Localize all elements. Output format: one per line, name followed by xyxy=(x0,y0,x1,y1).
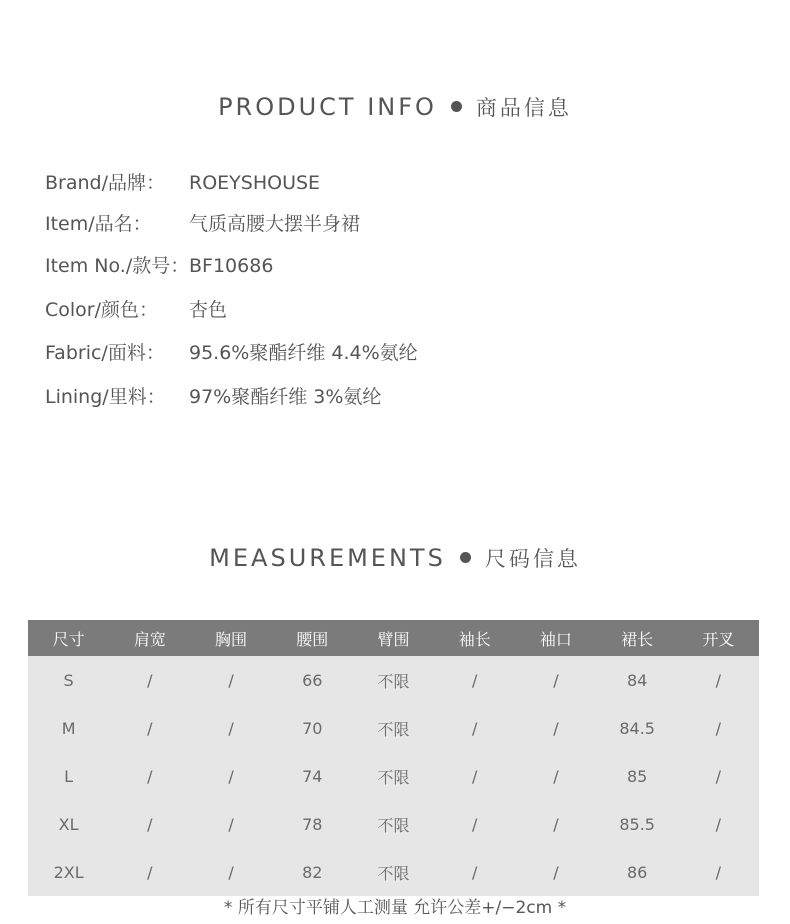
table-cell: / xyxy=(434,800,515,848)
header-cell: 裙长 xyxy=(597,620,678,656)
table-cell: 82 xyxy=(272,848,353,896)
table-cell: 85 xyxy=(597,752,678,800)
info-value: 95.6%聚酯纤维 4.4%氨纶 xyxy=(189,342,418,364)
table-cell: / xyxy=(109,848,190,896)
table-cell: / xyxy=(678,752,759,800)
table-row xyxy=(28,752,759,800)
table-cell: 不限 xyxy=(353,704,434,752)
table-cell: M xyxy=(28,704,109,752)
table-cell: / xyxy=(190,656,271,704)
info-label: Color/颜色： xyxy=(45,299,159,321)
table-cell: / xyxy=(434,656,515,704)
table-cell: / xyxy=(515,704,596,752)
product-info-title xyxy=(0,92,790,122)
table-cell: / xyxy=(515,656,596,704)
table-cell: / xyxy=(190,704,271,752)
info-row-lining xyxy=(45,382,381,409)
info-row-brand xyxy=(45,168,320,195)
table-cell: / xyxy=(678,656,759,704)
measurements-title-zh: 尺码信息 xyxy=(484,547,581,571)
table-cell: / xyxy=(190,800,271,848)
table-cell: S xyxy=(28,656,109,704)
info-value: 杏色 xyxy=(189,299,228,321)
info-value: BF10686 xyxy=(189,255,274,277)
size-table xyxy=(28,620,759,896)
table-row xyxy=(28,800,759,848)
info-label: Item/品名： xyxy=(45,213,152,235)
table-cell: / xyxy=(434,752,515,800)
product-info-title-zh: 商品信息 xyxy=(475,96,572,120)
info-label: Fabric/面料： xyxy=(45,342,165,364)
table-cell: / xyxy=(434,704,515,752)
table-cell: / xyxy=(434,848,515,896)
table-cell: / xyxy=(190,848,271,896)
tolerance-note: * 所有尺寸平铺人工测量 允许公差+/−2cm * xyxy=(223,898,567,918)
product-info-title-en: PRODUCT INFO xyxy=(218,93,437,121)
measurements-title xyxy=(0,543,790,573)
table-cell: 70 xyxy=(272,704,353,752)
info-value: 气质高腰大摆半身裙 xyxy=(189,213,361,235)
info-label: Lining/里料： xyxy=(45,386,166,408)
table-cell: / xyxy=(109,752,190,800)
table-cell: / xyxy=(515,752,596,800)
header-cell: 尺寸 xyxy=(28,620,109,656)
info-value: ROEYSHOUSE xyxy=(189,172,321,194)
header-cell: 袖长 xyxy=(434,620,515,656)
table-row xyxy=(28,704,759,752)
measurements-title-en: MEASUREMENTS xyxy=(209,544,446,572)
table-cell: 不限 xyxy=(353,848,434,896)
table-cell: 66 xyxy=(272,656,353,704)
table-cell: 不限 xyxy=(353,656,434,704)
info-row-item xyxy=(45,209,360,236)
table-cell: 85.5 xyxy=(597,800,678,848)
table-cell: / xyxy=(109,704,190,752)
header-cell: 臂围 xyxy=(353,620,434,656)
table-cell: / xyxy=(109,656,190,704)
header-cell: 肩宽 xyxy=(109,620,190,656)
table-cell: / xyxy=(515,800,596,848)
table-cell: / xyxy=(678,848,759,896)
table-cell: 74 xyxy=(272,752,353,800)
info-row-fabric xyxy=(45,338,418,365)
header-cell: 腰围 xyxy=(272,620,353,656)
table-cell: 不限 xyxy=(353,752,434,800)
header-cell: 开叉 xyxy=(678,620,759,656)
table-cell: / xyxy=(515,848,596,896)
table-cell: / xyxy=(190,752,271,800)
info-label: Brand/品牌： xyxy=(45,172,165,194)
table-cell: L xyxy=(28,752,109,800)
table-header-row xyxy=(28,620,759,656)
table-cell: / xyxy=(109,800,190,848)
info-row-item-no xyxy=(45,251,273,278)
info-row-color xyxy=(45,295,227,322)
info-value: 97%聚酯纤维 3%氨纶 xyxy=(189,386,382,408)
table-cell: 84 xyxy=(597,656,678,704)
table-cell: 86 xyxy=(597,848,678,896)
table-cell: / xyxy=(678,800,759,848)
info-label: Item No./款号： xyxy=(45,255,190,277)
table-cell: 84.5 xyxy=(597,704,678,752)
bullet-dot-icon xyxy=(460,552,471,563)
table-cell: 78 xyxy=(272,800,353,848)
header-cell: 胸围 xyxy=(190,620,271,656)
table-row xyxy=(28,656,759,704)
table-row xyxy=(28,848,759,896)
header-cell: 袖口 xyxy=(515,620,596,656)
table-cell: 不限 xyxy=(353,800,434,848)
table-cell: 2XL xyxy=(28,848,109,896)
table-cell: / xyxy=(678,704,759,752)
bullet-dot-icon xyxy=(451,101,462,112)
table-cell: XL xyxy=(28,800,109,848)
